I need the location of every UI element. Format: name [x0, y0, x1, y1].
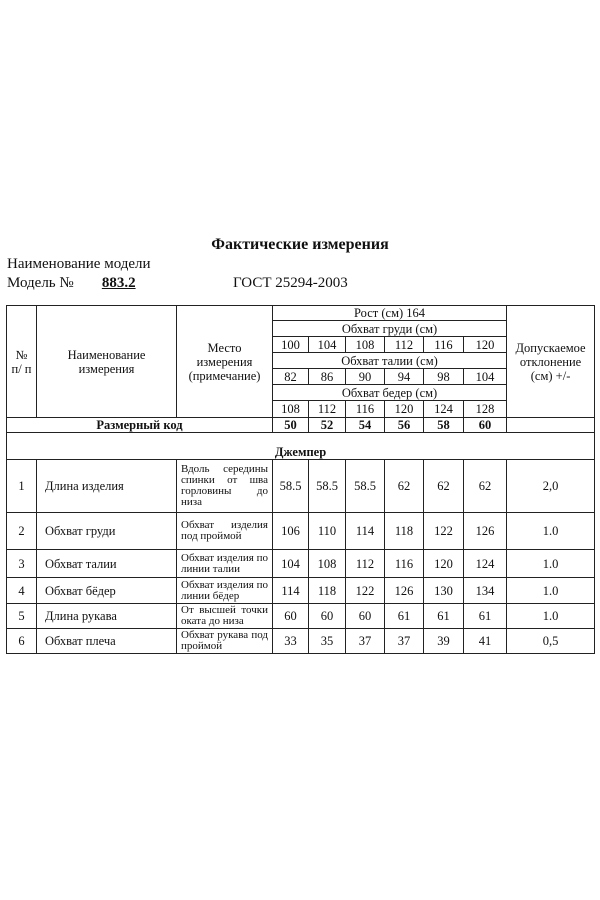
chest-value: 100: [273, 337, 309, 353]
measurement-name: Обхват груди: [37, 513, 177, 550]
measurement-value: 60: [309, 604, 346, 629]
waist-value: 104: [464, 369, 507, 385]
row-number: 3: [7, 550, 37, 578]
hips-value: 116: [346, 401, 385, 418]
row-number: 1: [7, 460, 37, 513]
hips-value: 128: [464, 401, 507, 418]
size-code: 60: [464, 418, 507, 433]
measurement-name: Длина рукава: [37, 604, 177, 629]
row-number: 6: [7, 629, 37, 654]
measurement-value: 61: [424, 604, 464, 629]
measurement-value: 118: [385, 513, 424, 550]
hips-value: 124: [424, 401, 464, 418]
table-row: [7, 578, 595, 604]
size-code: 54: [346, 418, 385, 433]
measurement-value: 124: [464, 550, 507, 578]
waist-value: 82: [273, 369, 309, 385]
chest-value: 108: [346, 337, 385, 353]
measurement-value: 62: [385, 460, 424, 513]
measurement-value: 62: [464, 460, 507, 513]
measurement-note: Обхват изделия по линии бёдер: [177, 578, 273, 604]
measurement-name: Обхват талии: [37, 550, 177, 578]
measurement-value: 35: [309, 629, 346, 654]
chest-value: 104: [309, 337, 346, 353]
header-num: № п/ п: [7, 306, 37, 418]
measurement-value: 61: [464, 604, 507, 629]
measurement-value: 126: [385, 578, 424, 604]
measurement-value: 41: [464, 629, 507, 654]
measurement-value: 58.5: [346, 460, 385, 513]
tolerance-value: 0,5: [507, 629, 595, 654]
measurement-note: Обхват изделия под проймой: [177, 513, 273, 550]
section-title: Джемпер: [7, 433, 595, 460]
measurement-value: 58.5: [273, 460, 309, 513]
measurement-value: 58.5: [309, 460, 346, 513]
measurement-name: Обхват бёдер: [37, 578, 177, 604]
gost-standard: ГОСТ 25294-2003: [233, 275, 348, 291]
tolerance-value: 1.0: [507, 513, 595, 550]
waist-value: 90: [346, 369, 385, 385]
measurement-value: 118: [309, 578, 346, 604]
measurement-note: Обхват рукава под проймой: [177, 629, 273, 654]
tolerance-value: 1.0: [507, 604, 595, 629]
tolerance-value: 1.0: [507, 550, 595, 578]
measurement-value: 112: [346, 550, 385, 578]
table-row: [7, 629, 595, 654]
measurement-value: 120: [424, 550, 464, 578]
measurement-value: 37: [346, 629, 385, 654]
header-height: Рост (см) 164: [273, 306, 507, 321]
measurement-value: 114: [346, 513, 385, 550]
table-row: [7, 604, 595, 629]
measurement-value: 61: [385, 604, 424, 629]
table-row: [7, 460, 595, 513]
table-row: [7, 513, 595, 550]
waist-value: 98: [424, 369, 464, 385]
size-code: 56: [385, 418, 424, 433]
model-line: [7, 275, 156, 292]
measurement-value: 104: [273, 550, 309, 578]
model-name-label: Наименование модели: [7, 256, 151, 272]
measurement-value: 134: [464, 578, 507, 604]
measurement-value: 114: [273, 578, 309, 604]
table-body: [7, 306, 595, 460]
measurement-name: Обхват плеча: [37, 629, 177, 654]
header-chest: Обхват груди (см): [273, 321, 507, 337]
size-code: 52: [309, 418, 346, 433]
measurement-value: 39: [424, 629, 464, 654]
measurement-value: 126: [464, 513, 507, 550]
measurement-value: 60: [273, 604, 309, 629]
waist-value: 86: [309, 369, 346, 385]
measurement-note: От высшей точки оката до низа: [177, 604, 273, 629]
row-number: 4: [7, 578, 37, 604]
model-number: 883.2: [101, 275, 136, 291]
measurement-value: 122: [346, 578, 385, 604]
hips-value: 112: [309, 401, 346, 418]
size-code-empty: [507, 418, 595, 433]
model-label: Модель №: [7, 275, 74, 291]
header-name: Наименование измерения: [37, 306, 177, 418]
tolerance-value: 2,0: [507, 460, 595, 513]
chest-value: 112: [385, 337, 424, 353]
measurement-value: 33: [273, 629, 309, 654]
measurement-value: 108: [309, 550, 346, 578]
measurement-rows: [7, 460, 595, 654]
header-waist: Обхват талии (см): [273, 353, 507, 369]
size-code: 58: [424, 418, 464, 433]
row-number: 2: [7, 513, 37, 550]
header-hips: Обхват бедер (см): [273, 385, 507, 401]
page-title: Фактические измерения: [211, 236, 389, 253]
hips-value: 120: [385, 401, 424, 418]
size-code-label: Размерный код: [7, 418, 273, 433]
measurement-value: 62: [424, 460, 464, 513]
measurement-value: 60: [346, 604, 385, 629]
measurement-note: Обхват изделия по линии талии: [177, 550, 273, 578]
tolerance-value: 1.0: [507, 578, 595, 604]
measurement-value: 37: [385, 629, 424, 654]
chest-value: 120: [464, 337, 507, 353]
measurement-value: 116: [385, 550, 424, 578]
measurement-value: 106: [273, 513, 309, 550]
table-row: [7, 550, 595, 578]
size-code: 50: [273, 418, 309, 433]
row-number: 5: [7, 604, 37, 629]
hips-value: 108: [273, 401, 309, 418]
measurement-value: 110: [309, 513, 346, 550]
header-place: Место измерения (примечание): [177, 306, 273, 418]
size-code-row: [7, 418, 595, 433]
measurements-table: [6, 305, 595, 654]
chest-value: 116: [424, 337, 464, 353]
measurement-value: 130: [424, 578, 464, 604]
measurement-value: 122: [424, 513, 464, 550]
waist-value: 94: [385, 369, 424, 385]
measurement-name: Длина изделия: [37, 460, 177, 513]
measurement-note: Вдоль середины спинки от шва горловины до низа: [177, 460, 273, 513]
header-tolerance: Допускаемое отклонение (см) +/-: [507, 306, 595, 418]
